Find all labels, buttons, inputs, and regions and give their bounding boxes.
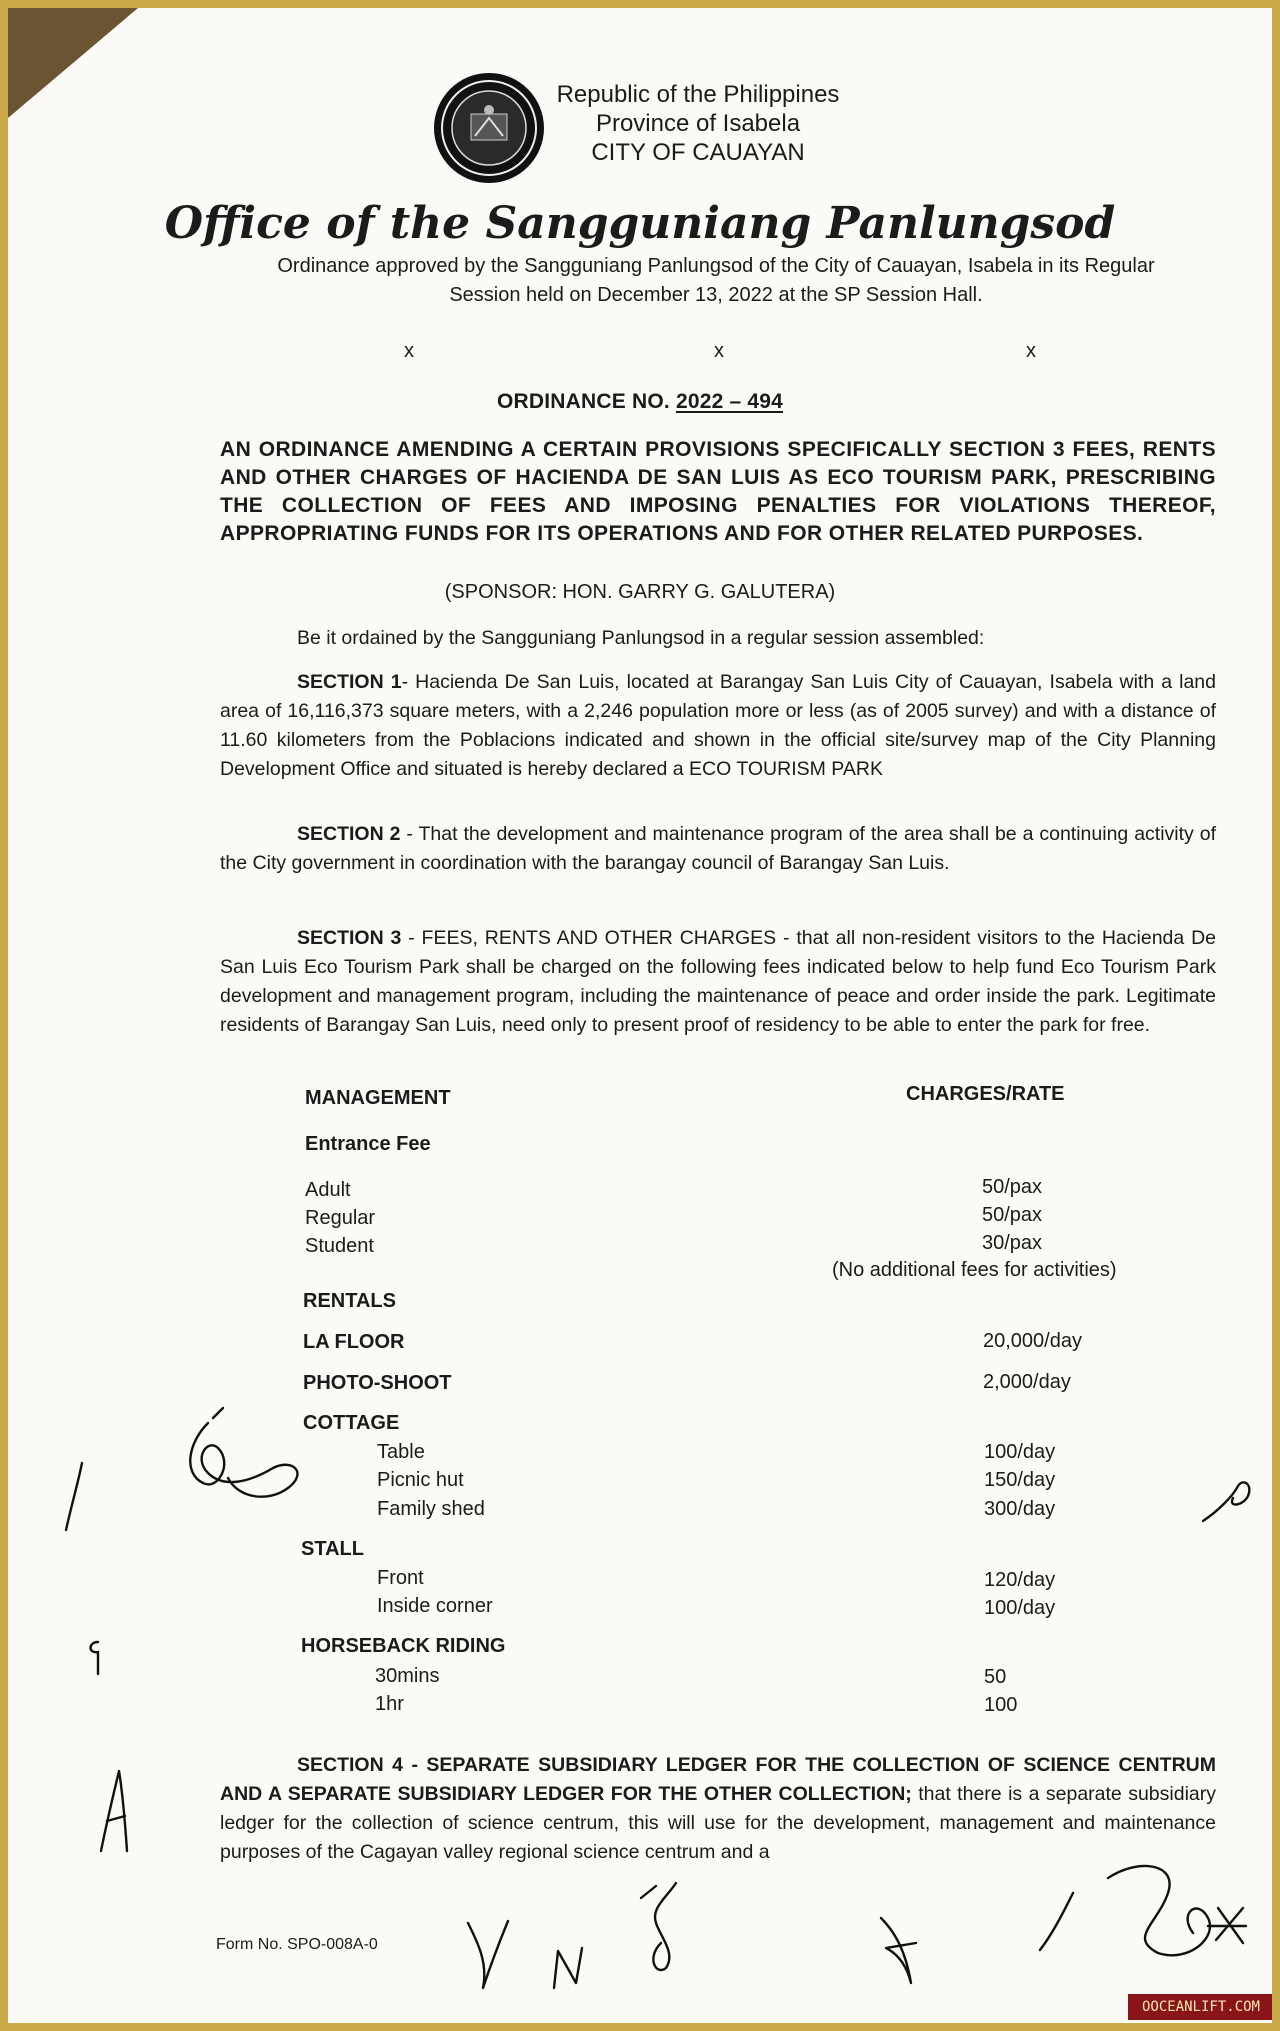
entrance-fee-label: Entrance Fee	[305, 1133, 431, 1155]
sponsor-line: (SPONSOR: HON. GARRY G. GALUTERA)	[444, 581, 836, 603]
horseback-riding-label: HORSEBACK RIDING	[301, 1635, 506, 1657]
separator-x: x	[714, 340, 724, 362]
signature-mark-left-1	[60, 1458, 90, 1538]
section-4-heading: SECTION 4 - SEPARATE SUBSIDIARY LEDGER FOR THE COLLECTION OF SCIENCE CENTRUM AND A SEPARATE SUBSIDIARY LEDGER FOR THE OTHER COLLECTION;	[220, 1754, 1216, 1805]
province-line: Province of Isabela	[595, 110, 801, 137]
form-number: Form No. SPO-008A-0	[216, 1936, 378, 1953]
section-1-text: - Hacienda De San Luis, located at Barangay San Luis City of Cauayan, Isabela with a land area of 16,116,373 square meters, with a 2,246 population more or less (as of 2005 survey) and with a distance of 11.60 kilometers from the Poblacions indicated and shown in the official site/survey map of the City Planning Development Office and situated is hereby declared a ECO TOURISM PARK	[220, 671, 1217, 780]
approval-statement	[216, 252, 1216, 310]
front-label: Front	[377, 1567, 424, 1589]
ordinance-title: AN ORDINANCE AMENDING A CERTAIN PROVISIONS SPECIFICALLY SECTION 3 FEES, RENTS AND OTHER CHARGES OF HACIENDA DE SAN LUIS AS ECO TOURISM PARK, PRESCRIBING THE COLLECTION OF FEES AND IMPOSING PENALTIES FOR VIOLATIONS THEREOF, APPROPRIATING FUNDS FOR ITS OPERATIONS AND FOR OTHER RELATED PURPOSES.	[220, 438, 1216, 545]
ordinance-number-value: 2022 – 494	[675, 390, 784, 413]
table-label: Table	[377, 1441, 425, 1463]
section-3	[220, 924, 1216, 1040]
inside-corner-rate: 100/day	[984, 1597, 1056, 1619]
ordinance-number	[8, 390, 1272, 414]
ordinance-label: ORDINANCE NO.	[496, 390, 676, 413]
signature-bottom-1	[463, 1913, 513, 1993]
approval-line-1: Ordinance approved by the Sangguniang Panlungsod of the City of Cauayan, Isabela in its Regular	[277, 255, 1155, 277]
signature-mark-left-2	[84, 1636, 108, 1680]
la-floor-label: LA FLOOR	[303, 1331, 405, 1353]
1hr-label: 1hr	[375, 1693, 404, 1715]
section-1	[220, 668, 1216, 784]
family-shed-label: Family shed	[377, 1498, 485, 1520]
stall-label: STALL	[301, 1538, 364, 1560]
signature-bottom-4	[876, 1913, 926, 1993]
photo-shoot-label: PHOTO-SHOOT	[303, 1372, 452, 1394]
section-2-heading: SECTION 2	[297, 823, 401, 845]
section-3-text: - FEES, RENTS AND OTHER CHARGES - that all non-resident visitors to the Hacienda De San Luis Eco Tourism Park shall be charged on the following fees indicated below to help fund Eco Tourism Park development and management program, including the maintenance of peace and order inside the park. Legitimate residents of Barangay San Luis, need only to present proof of residency to be able to enter the park for free.	[220, 927, 1217, 1036]
section-2	[220, 820, 1216, 878]
rentals-label: RENTALS	[303, 1290, 396, 1312]
separator-x: x	[404, 340, 414, 362]
section-2-text: - That the development and maintenance program of the area shall be a continuing activity of the City government in coordination with the barangay council of Barangay San Luis.	[220, 823, 1217, 874]
regular-label: Regular	[305, 1207, 376, 1229]
adult-rate: 50/pax	[982, 1176, 1043, 1198]
signature-bottom-2	[548, 1943, 588, 1993]
section-4	[220, 1751, 1216, 1867]
photo-shoot-rate: 2,000/day	[983, 1371, 1071, 1393]
table-rate: 100/day	[984, 1441, 1056, 1463]
signature-bottom-5	[1028, 1888, 1078, 1958]
page-corner-shadow	[8, 8, 138, 118]
signature-initial-cottage	[178, 1403, 318, 1513]
la-floor-rate: 20,000/day	[983, 1330, 1082, 1352]
30mins-rate: 50	[984, 1666, 1007, 1688]
document-page	[8, 8, 1272, 2023]
student-rate: 30/pax	[982, 1232, 1043, 1254]
front-rate: 120/day	[984, 1569, 1056, 1591]
office-title: Office of the Sangguniang Panlungsod	[164, 198, 1116, 249]
republic-line: Republic of the Philippines	[556, 81, 840, 108]
section-4-text: that there is a separate subsidiary ledger for the collection of science centrum, this will use for the development, management and maintenance purposes of the Cagayan valley regional science centrum and a	[220, 1783, 1216, 1863]
regular-rate: 50/pax	[982, 1204, 1043, 1226]
signature-bottom-3	[636, 1878, 686, 1978]
letterhead	[528, 80, 868, 167]
adult-label: Adult	[305, 1179, 351, 1201]
picnic-hut-label: Picnic hut	[377, 1469, 464, 1491]
signature-mark-left-3	[93, 1766, 133, 1856]
separator-x: x	[1026, 340, 1036, 362]
1hr-rate: 100	[984, 1694, 1018, 1716]
management-header: MANAGEMENT	[305, 1087, 451, 1109]
no-additional-fees-note: (No additional fees for activities)	[832, 1259, 1117, 1281]
charges-rate-header: CHARGES/RATE	[906, 1083, 1065, 1105]
30mins-label: 30mins	[375, 1665, 440, 1687]
picnic-hut-rate: 150/day	[984, 1469, 1056, 1491]
inside-corner-label: Inside corner	[377, 1595, 493, 1617]
section-1-heading: SECTION 1	[297, 671, 402, 693]
enacting-clause: Be it ordained by the Sangguniang Panlungsod in a regular session assembled:	[297, 627, 985, 649]
family-shed-rate: 300/day	[984, 1498, 1056, 1520]
signature-bottom-6	[1098, 1838, 1248, 1968]
cottage-label: COTTAGE	[303, 1412, 400, 1434]
section-3-heading: SECTION 3	[297, 927, 402, 949]
signature-mark-right	[1198, 1476, 1258, 1526]
city-line: CITY OF CAUAYAN	[591, 139, 805, 166]
student-label: Student	[305, 1235, 374, 1257]
watermark-badge: OOCEANLIFT.COM	[1128, 1994, 1272, 2020]
approval-line-2: Session held on December 13, 2022 at the SP Session Hall.	[449, 284, 983, 306]
